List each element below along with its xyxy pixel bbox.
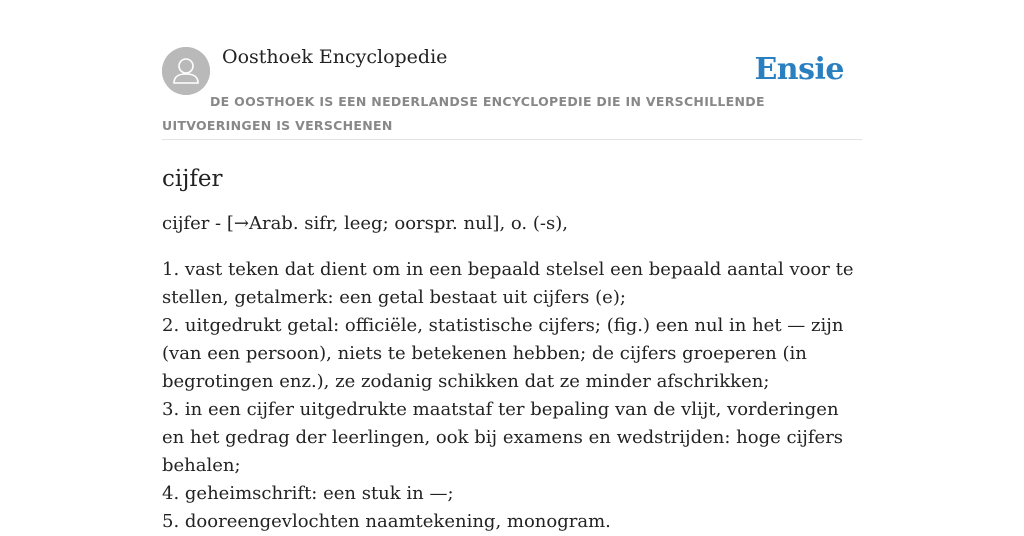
brand-logo-link[interactable]: Ensie [754,52,844,87]
definition-item: 3. in een cijfer uitgedrukte maatstaf ter bepaling van de vlijt, vorderingen en het gedrag der leerlingen, ook bij examens en wedstrijden: hoge cijfers behalen; [162,399,844,476]
page [162,0,862,536]
definition-item: 1. vast teken dat dient om in een bepaald stelsel een bepaald aantal voor te stellen, getalmerk: een getal bestaat uit cijfers (e); [162,259,854,308]
entry-title: cijfer [162,166,223,192]
site-name[interactable]: Oosthoek Encyclopedie [222,46,448,68]
definition-item: 5. dooreengevlochten naamtekening, monogram. [162,511,611,532]
definition-item: 2. uitgedrukt getal: officiële, statistische cijfers; (fig.) een nul in het — zijn (van een persoon), niets te betekenen hebben; de cijfers groeperen (in begrotingen enz.), ze zodanig schikken dat ze minder afschrikken; [162,315,844,392]
user-avatar-icon[interactable] [162,47,210,95]
definition-item: 4. geheimschrift: een stuk in —; [162,483,454,504]
entry-lead: cijfer - [→Arab. sifr, leeg; oorspr. nul], o. (-s), [162,213,568,234]
definition-list [162,256,862,536]
site-tagline: DE OOSTHOEK IS EEN NEDERLANDSE ENCYCLOPEDIE DIE IN VERSCHILLENDE UITVOERINGEN IS VERSCHENEN [162,94,765,133]
header [162,0,862,140]
